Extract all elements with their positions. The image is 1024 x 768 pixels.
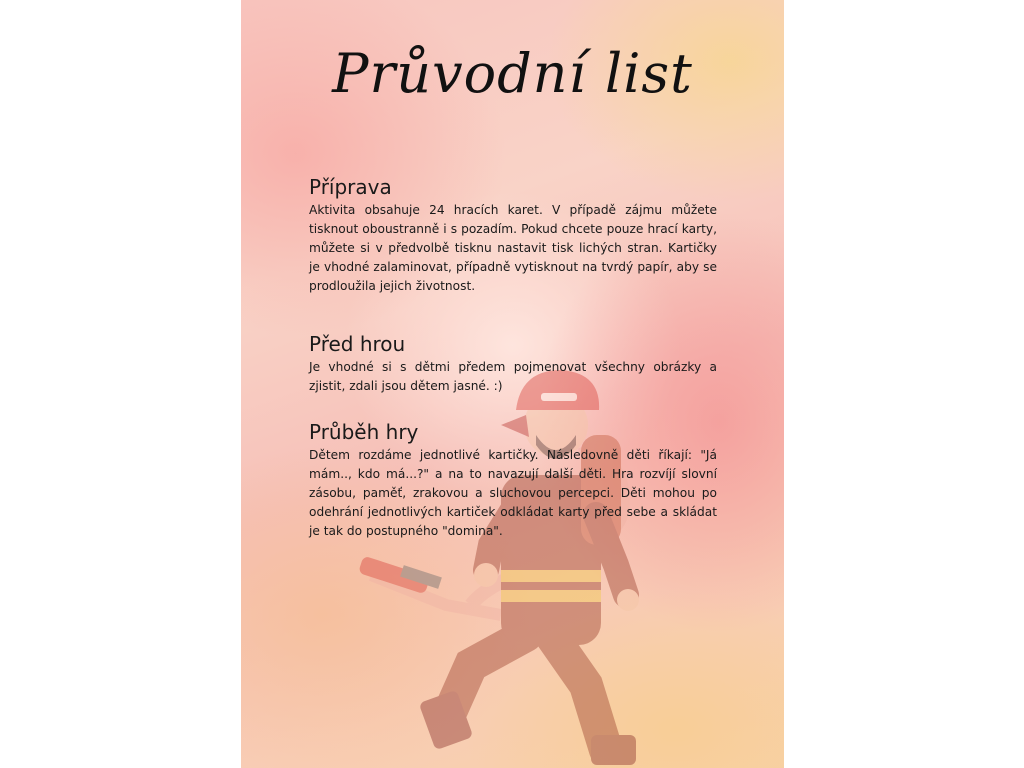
section-text: Dětem rozdáme jednotlivé kartičky. Následovně děti říkají: "Já mám.., kdo má...?" a na to navazují další děti. Hra rozvíjí slovní zásobu, paměť, zrakovou a sluchovou percepci. Děti mohou po odehrání jednotlivých kartiček odkládat karty před sebe a skládat je tak do postupného "domina". <box>309 448 717 539</box>
section-priprava <box>309 175 717 296</box>
section-heading: Příprava <box>309 175 392 199</box>
page-title: Průvodní list <box>332 42 693 105</box>
section-heading: Průběh hry <box>309 420 419 444</box>
document-page <box>241 0 784 768</box>
section-text: Je vhodné si s dětmi předem pojmenovat všechny obrázky a zjistit, zdali jsou dětem jasné. :) <box>309 360 717 394</box>
section-pred-hrou <box>309 332 717 396</box>
section-text: Aktivita obsahuje 24 hracích karet. V případě zájmu můžete tisknout oboustranně i s pozadím. Pokud chcete pouze hrací karty, můžete si v předvolbě tisknu nastavit tisk lichých stran. Kartičky je vhodné zalaminovat, případně vytisknout na tvrdý papír, aby se prodloužila jejich životnost. <box>309 203 717 294</box>
section-heading: Před hrou <box>309 332 406 356</box>
section-prubeh-hry <box>309 420 717 541</box>
